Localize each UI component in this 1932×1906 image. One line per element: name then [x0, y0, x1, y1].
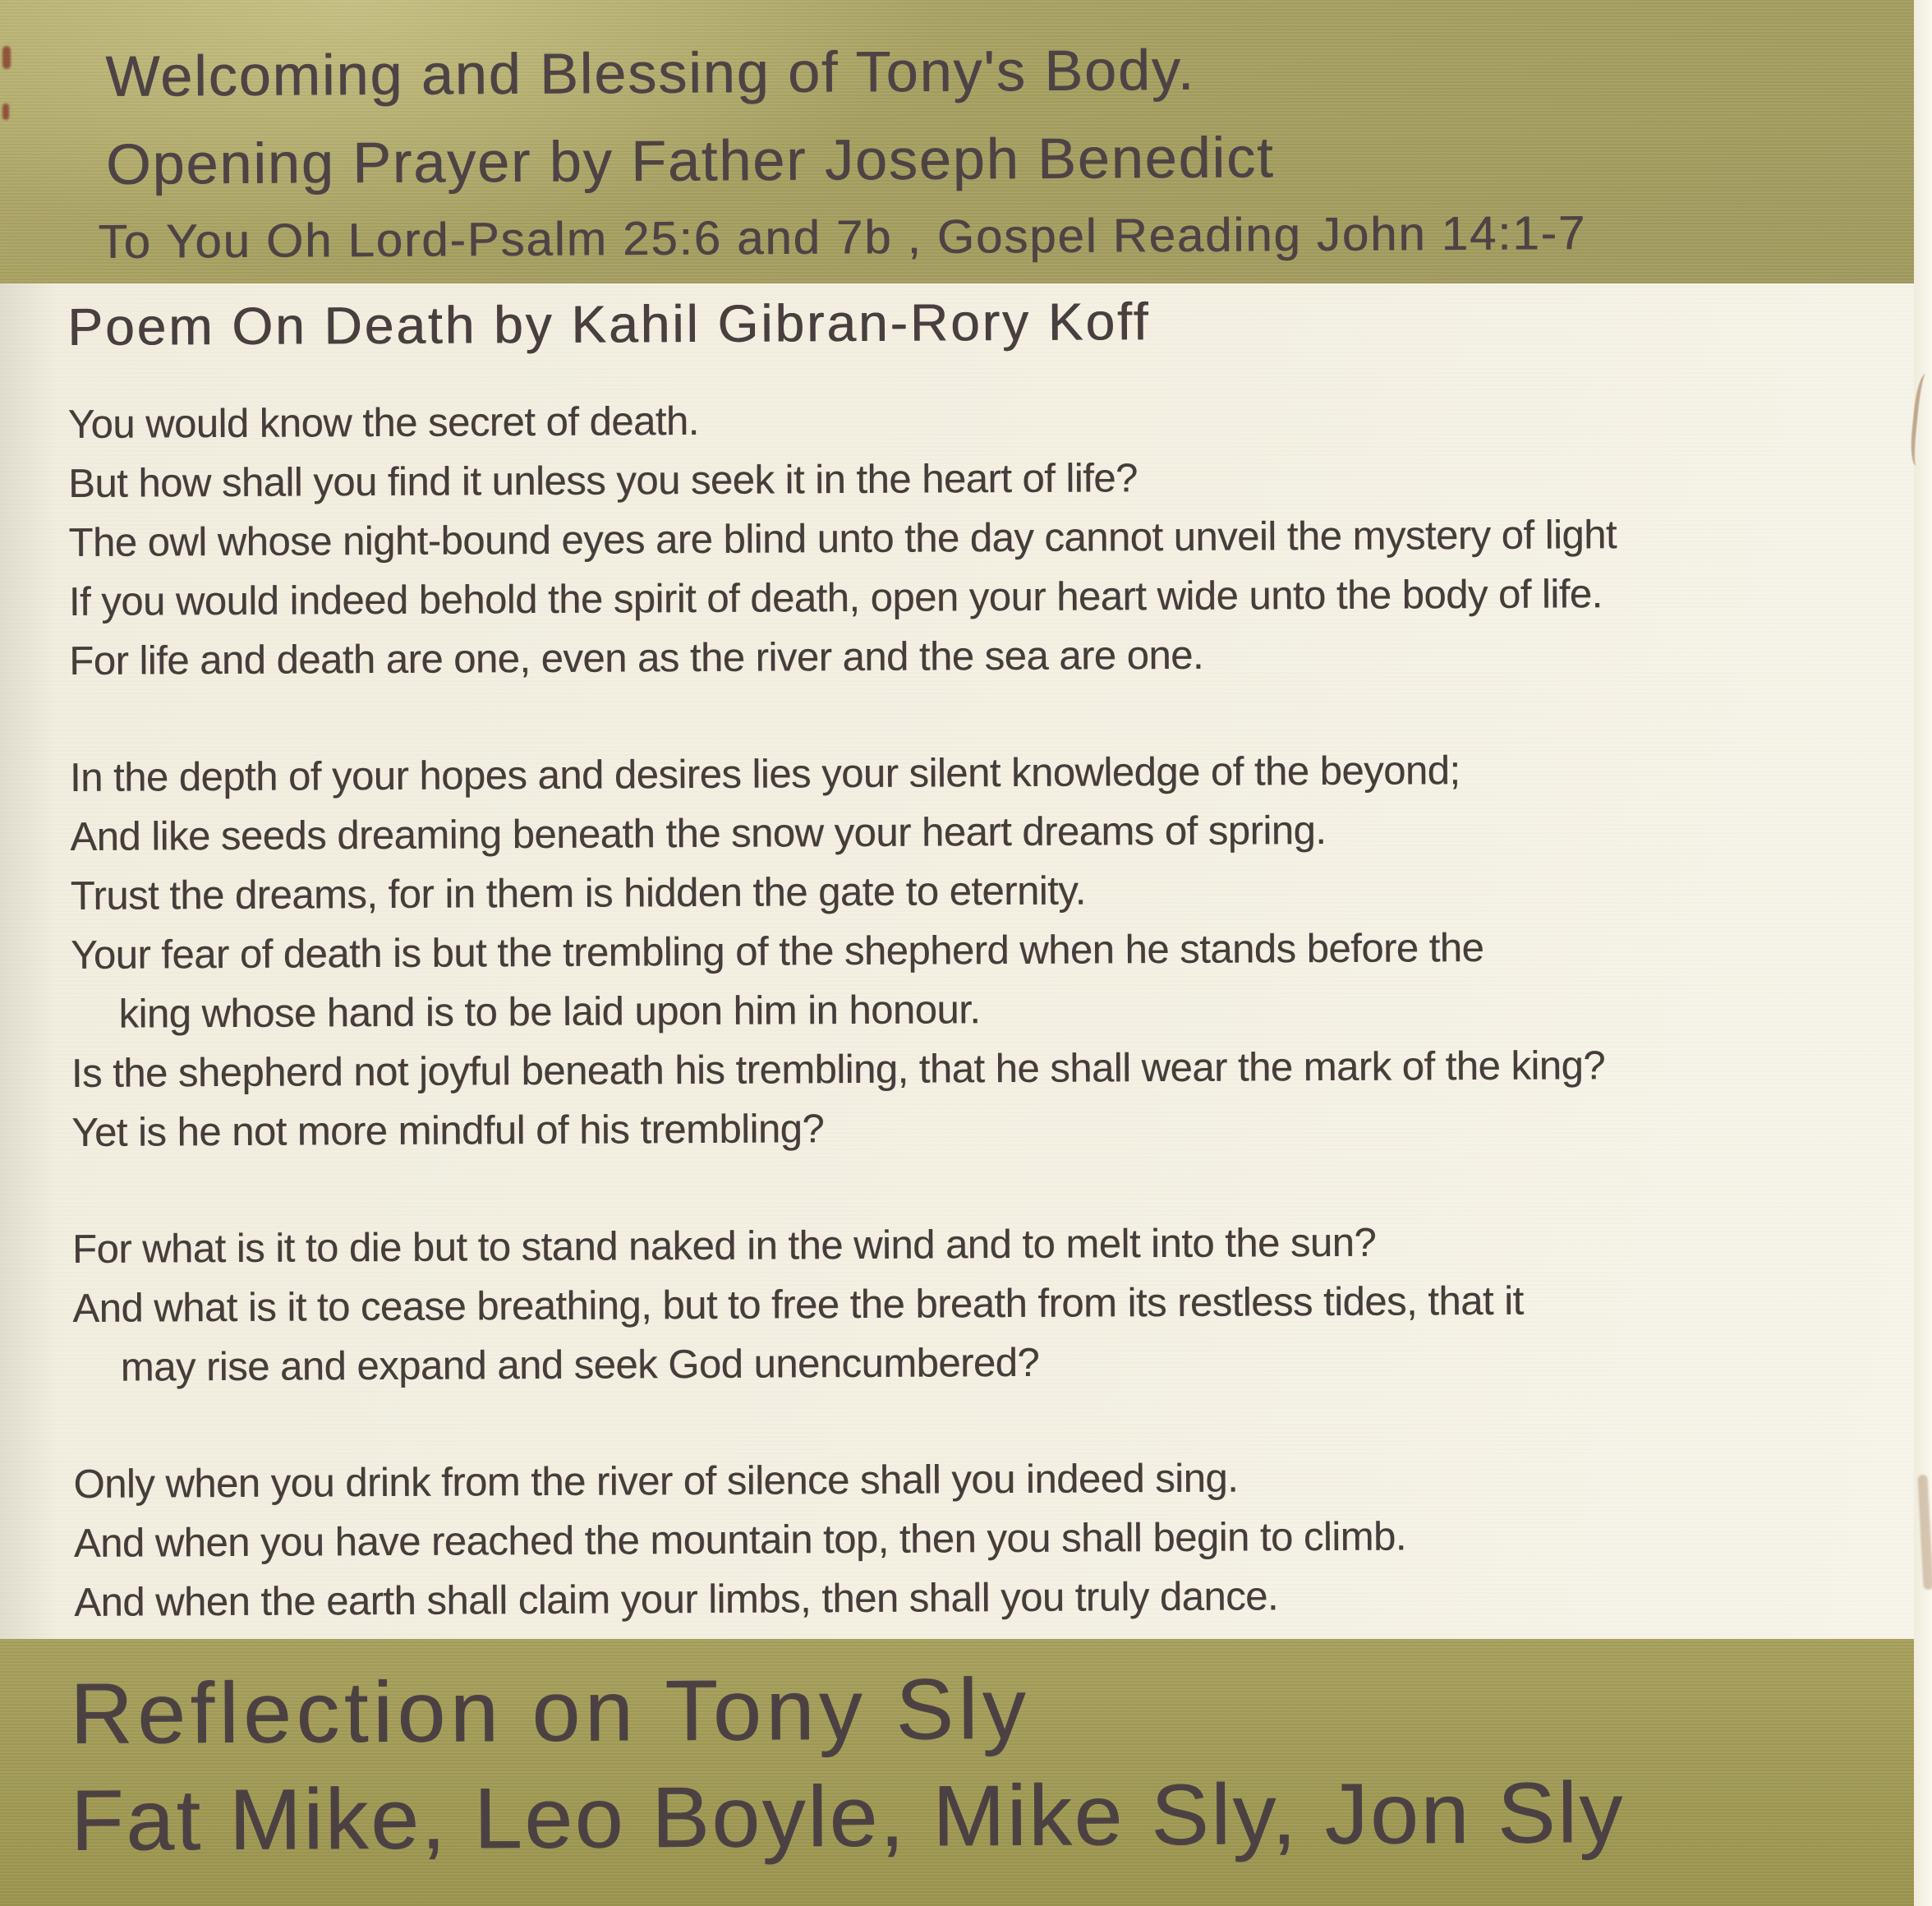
poem-title: Poem On Death by Kahil Gibran-Rory Koff — [67, 292, 1151, 357]
scan-corner-artifact — [2, 104, 9, 120]
poem-body — [68, 385, 1932, 1632]
footer-line-speakers: Fat Mike, Leo Boyle, Mike Sly, Jon Sly — [70, 1765, 1626, 1869]
poem-line: And when you have reached the mountain top, then you shall begin to climb. — [73, 1514, 1406, 1566]
poem-stanza — [73, 1445, 1932, 1632]
poem-line: The owl whose night-bound eyes are blind unto the day cannot unveil the mystery of light — [68, 513, 1617, 565]
poem-line: And what is it to cease breathing, but to free the breath from its restless tides, that it — [72, 1278, 1524, 1331]
poem-line: And when the earth shall claim your limbs, then shall you truly dance. — [74, 1574, 1279, 1625]
poem-line: Is the shepherd not joyful beneath his trembling, that he shall wear the mark of the king? — [71, 1043, 1606, 1096]
poem-line: In the depth of your hopes and desires lies your silent knowledge of the beyond; — [69, 748, 1460, 800]
poem-line: For life and death are one, even as the river and the sea are one. — [69, 633, 1204, 684]
poem-line: Yet is he not more mindful of his trembling? — [71, 1107, 825, 1155]
footer-text-block — [70, 1654, 1625, 1876]
poem-line: king whose hand is to be laid upon him in honour. — [118, 988, 981, 1037]
poem-line: For what is it to die but to stand naked in the wind and to melt into the sun? — [71, 1220, 1377, 1272]
poem-line: Only when you drink from the river of silence shall you indeed sing. — [73, 1456, 1239, 1507]
header-text-block — [98, 24, 1587, 276]
header-line-readings: To You Oh Lord-Psalm 25:6 and 7b , Gospel Reading John 14:1-7 — [98, 205, 1587, 269]
poem-stanza — [68, 385, 1932, 691]
poem-section — [0, 283, 1932, 1639]
footer-line-reflection: Reflection on Tony Sly — [70, 1660, 1031, 1762]
scan-corner-artifact — [2, 46, 11, 69]
poem-line: And like seeds dreaming beneath the snow your heart dreams of spring. — [70, 808, 1327, 859]
poem-line: may rise and expand and seek God unencumbered? — [120, 1340, 1040, 1390]
poem-line: Your fear of death is but the trembling of the shepherd when he stands before the — [71, 925, 1484, 978]
poem-block — [67, 287, 1932, 1632]
poem-stanza — [72, 1210, 1932, 1397]
footer-band — [0, 1639, 1932, 1906]
poem-stanza — [70, 739, 1932, 1162]
scan-edge-strip — [1914, 0, 1932, 1906]
poem-line: But how shall you find it unless you seek it in the heart of life? — [68, 456, 1138, 506]
poem-line: You would know the secret of death. — [67, 398, 699, 447]
header-line-welcoming: Welcoming and Blessing of Tony's Body. — [105, 37, 1196, 108]
header-band — [0, 0, 1932, 283]
poem-line: Trust the dreams, for in them is hidden the gate to eternity. — [70, 868, 1086, 918]
poem-line: If you would indeed behold the spirit of death, open your heart wide unto the body of life. — [68, 572, 1603, 624]
header-line-opening-prayer: Opening Prayer by Father Joseph Benedict — [105, 125, 1275, 196]
